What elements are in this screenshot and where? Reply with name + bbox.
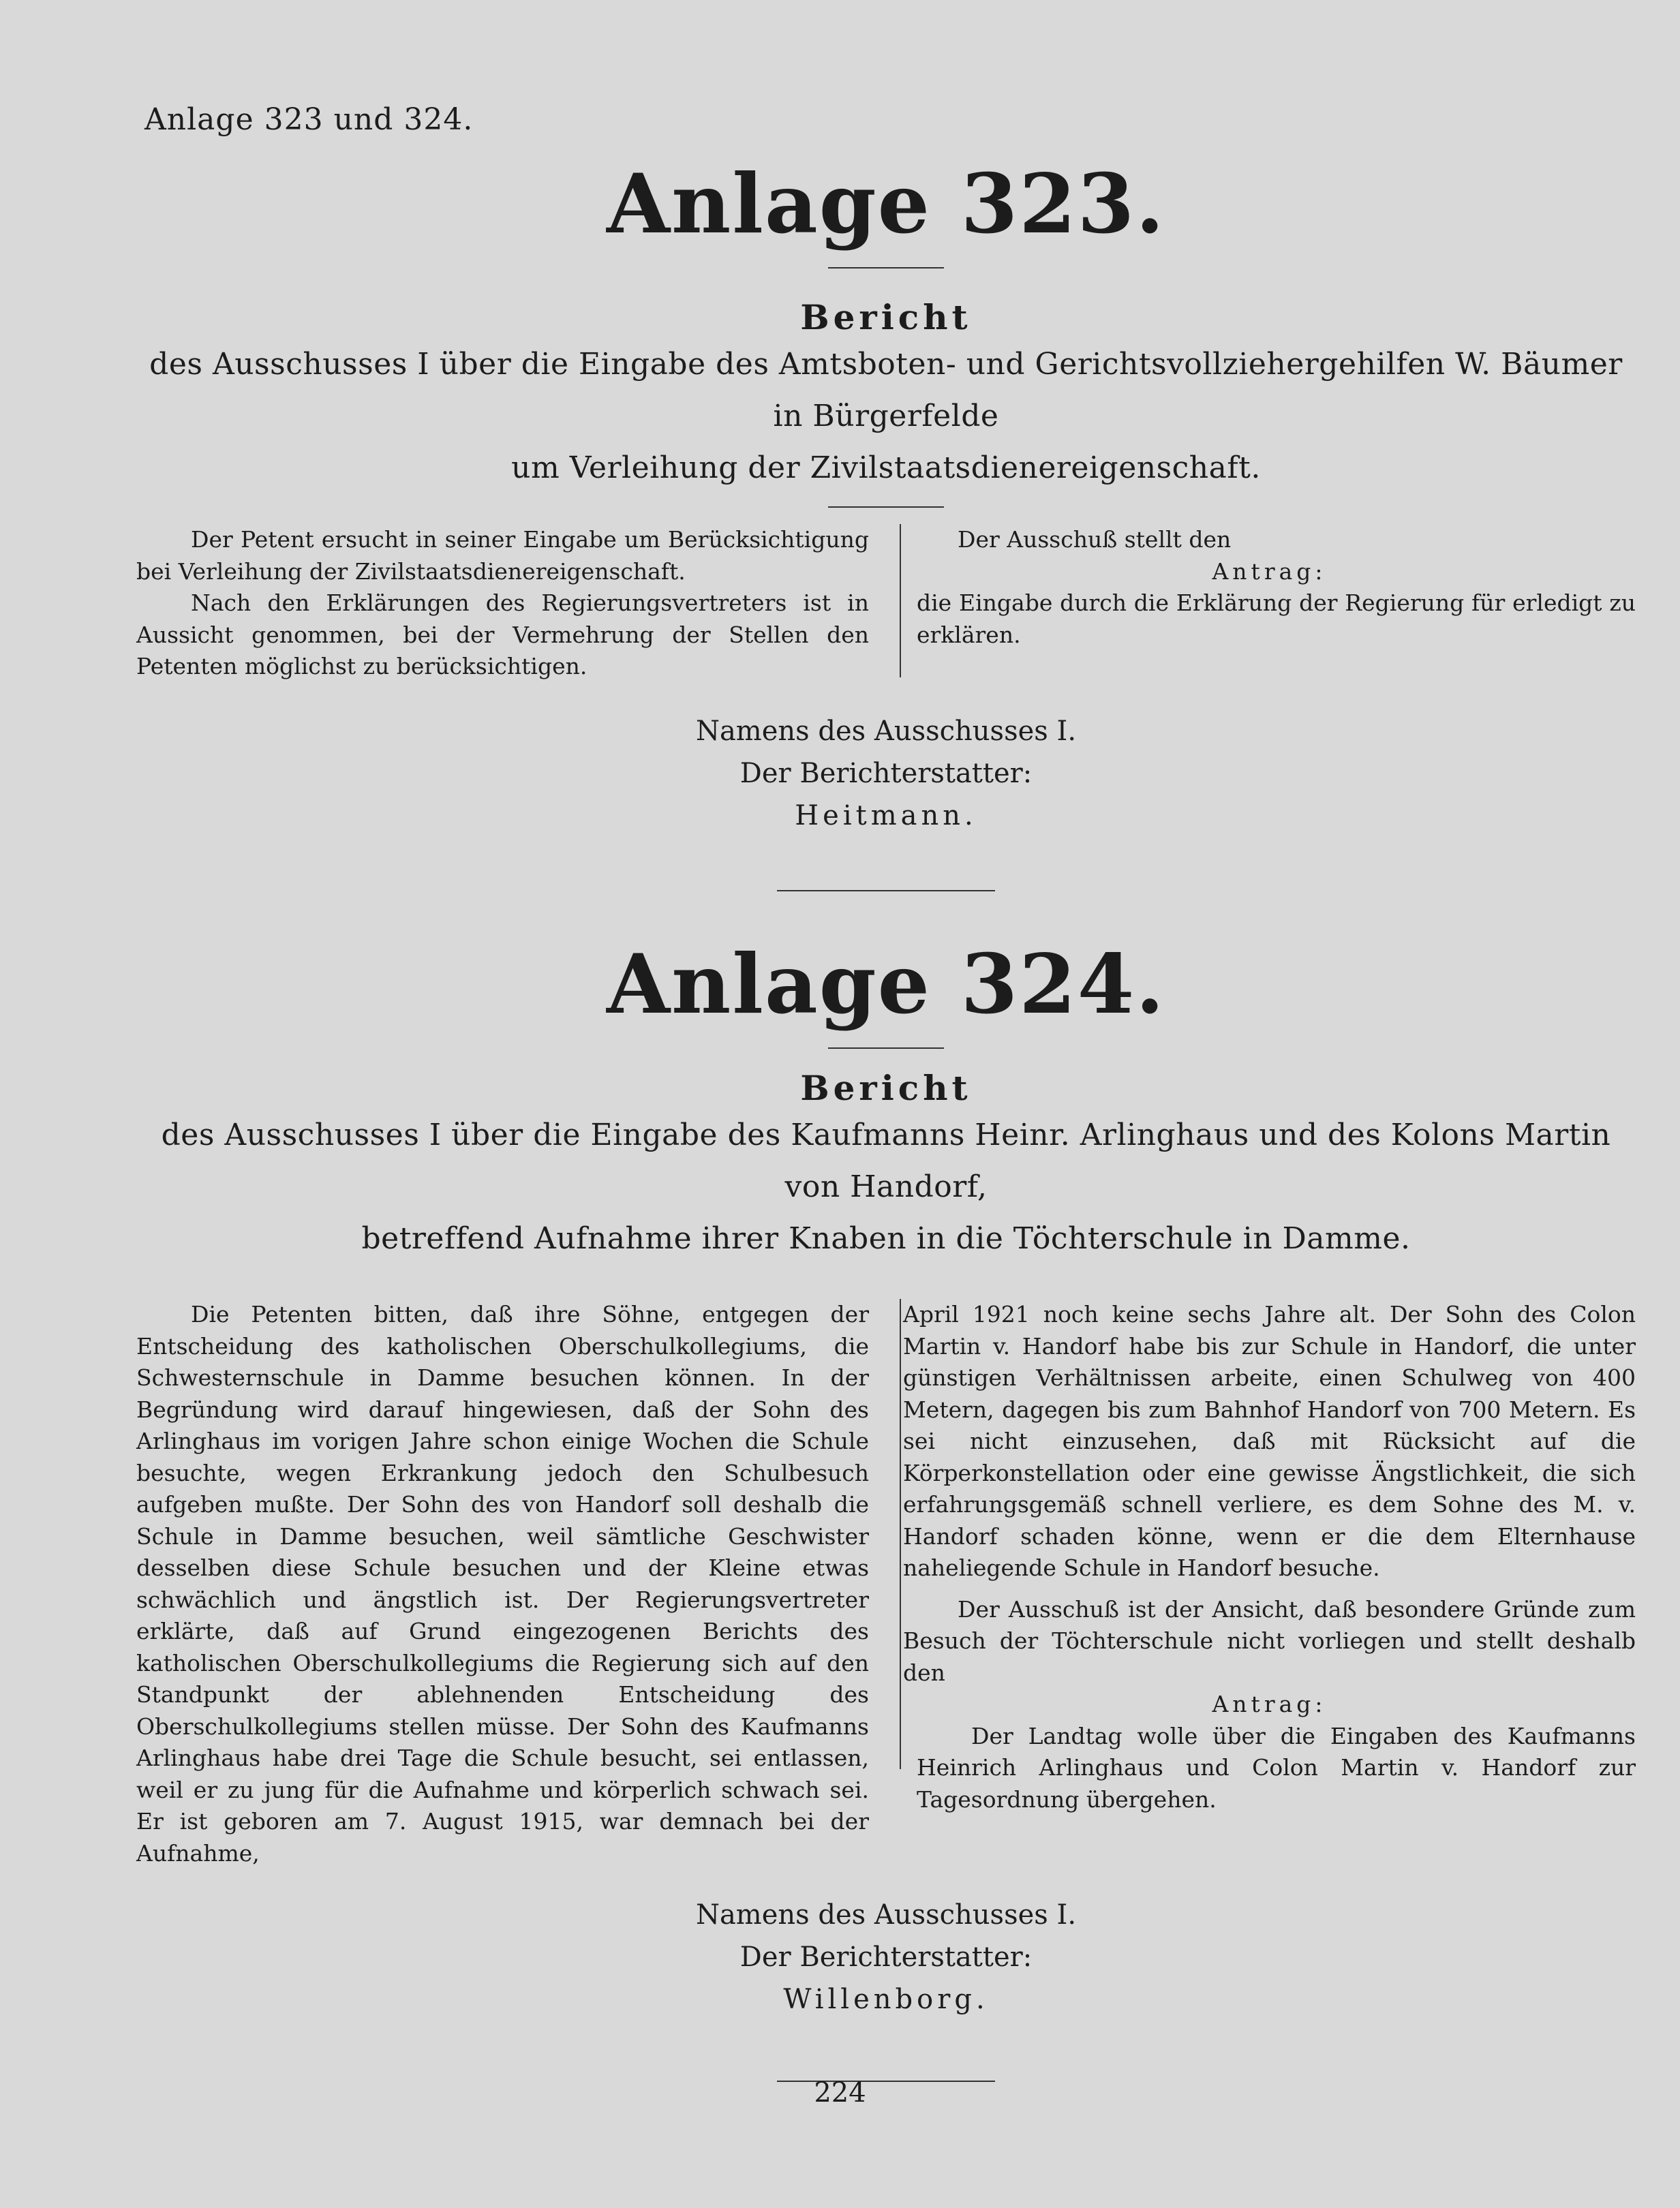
signature-line: Namens des Ausschusses I.	[695, 1899, 1077, 1931]
report-description	[136, 339, 1636, 494]
report-heading: Bericht	[800, 1068, 972, 1108]
paragraph: Der Ausschuß stellt den	[958, 526, 1232, 553]
section-rule	[828, 506, 944, 508]
paragraph: April 1921 noch keine sechs Jahre alt. Der Sohn des Colon Martin v. Handorf habe bis zur Schule in Handorf, die unter günstigen Verhältnissen arbeite, einen Schulweg von 400 Metern, dagegen bis zum Bahnhof Handorf von 700 Metern. Es sei nicht einzusehen, daß mit Rücksicht auf die Körperkonstellation oder eine gewisse Ängstlichkeit, die sich erfahrungsgemäß schnell verliere, es dem Sohne des M. v. Handorf schaden könne, wenn er die dem Elternhause naheliegende Schule in Handorf besuche.	[903, 1301, 1636, 1581]
left-column	[136, 1299, 869, 1869]
two-column-body	[136, 1299, 1636, 1869]
running-head: Anlage 323 und 324.	[144, 102, 474, 137]
title-rule	[828, 1047, 944, 1049]
anlage-323-section	[136, 156, 1636, 891]
antrag-text: die Eingabe durch die Erklärung der Regierung für erledigt zu erklären.	[917, 589, 1636, 648]
paragraph: Der Ausschuß ist der Ansicht, daß besondere Gründe zum Besuch der Töchterschule nicht vorliegen und stellt deshalb den	[903, 1595, 1636, 1686]
two-column-body	[136, 524, 1636, 683]
signature-line: Der Berichterstatter:	[739, 1942, 1033, 1973]
right-column	[903, 524, 1636, 683]
reporter-name: Willenborg.	[783, 1984, 989, 2015]
anlage-324-title: Anlage 324.	[607, 936, 1165, 1032]
antrag-text: Der Landtag wolle über die Eingaben des Kaufmanns Heinrich Arlinghaus und Colon Martin v. Handorf zur Tagesordnung übergehen.	[917, 1722, 1636, 1813]
report-heading: Bericht	[800, 297, 972, 337]
signature-block	[136, 1894, 1636, 2021]
reporter-name: Heitmann.	[795, 799, 977, 831]
signature-line: Der Berichterstatter:	[739, 757, 1033, 789]
right-column	[903, 1299, 1636, 1869]
column-divider	[900, 524, 901, 677]
description-line: um Verleihung der Zivilstaatsdienereigenschaft.	[511, 450, 1261, 485]
antrag-label: Antrag:	[1212, 557, 1327, 585]
anlage-324-section	[136, 936, 1636, 2082]
title-rule	[828, 267, 944, 269]
description-line: des Ausschusses I über die Eingabe des Amtsboten- und Gerichtsvollziehergehilfen W. Bäumer in Bürgerfelde	[149, 347, 1623, 433]
paragraph: Nach den Erklärungen des Regierungsvertreters ist in Aussicht genommen, bei der Vermehrung der Stellen den Petenten möglichst zu berücksichtigen.	[136, 589, 869, 679]
left-column	[136, 524, 869, 683]
paragraph: Der Petent ersucht in seiner Eingabe um Berücksichtigung bei Verleihung der Zivilstaatsdienereigenschaft.	[136, 526, 869, 585]
report-description	[136, 1109, 1636, 1265]
signature-line: Namens des Ausschusses I.	[695, 715, 1077, 747]
description-line: des Ausschusses I über die Eingabe des Kaufmanns Heinr. Arlinghaus und des Kolons Martin von Handorf,	[161, 1118, 1611, 1204]
description-line: betreffend Aufnahme ihrer Knaben in die Töchterschule in Damme.	[361, 1221, 1411, 1256]
page-number: 224	[814, 2077, 866, 2109]
section-separator	[777, 890, 995, 891]
anlage-323-title: Anlage 323.	[607, 156, 1165, 252]
antrag-label: Antrag:	[1212, 1691, 1327, 1717]
paragraph: Die Petenten bitten, daß ihre Söhne, entgegen der Entscheidung des katholischen Oberschulkollegiums, die Schwesternschule in Damme besuchen können. In der Begründung wird darauf hingewiesen, daß der Sohn des Arlinghaus im vorigen Jahre schon einige Wochen die Schule besuchte, wegen Erkrankung jedoch den Schulbesuch aufgeben mußte. Der Sohn des von Handorf soll deshalb die Schule in Damme besuchen, weil sämtliche Geschwister desselben diese Schule besuchen und der Kleine etwas schwächlich und ängstlich ist. Der Regierungsvertreter erklärte, daß auf Grund eingezogenen Berichts des katholischen Oberschulkollegiums die Regierung sich auf den Standpunkt der ablehnenden Entscheidung des Oberschulkollegiums stellen müsse. Der Sohn des Kaufmanns Arlinghaus habe drei Tage die Schule besucht, sei entlassen, weil er zu jung für die Aufnahme und körperlich schwach sei. Er ist geboren am 7. August 1915, war demnach bei der Aufnahme,	[136, 1301, 869, 1867]
signature-block	[136, 710, 1636, 837]
column-divider	[900, 1299, 901, 1769]
